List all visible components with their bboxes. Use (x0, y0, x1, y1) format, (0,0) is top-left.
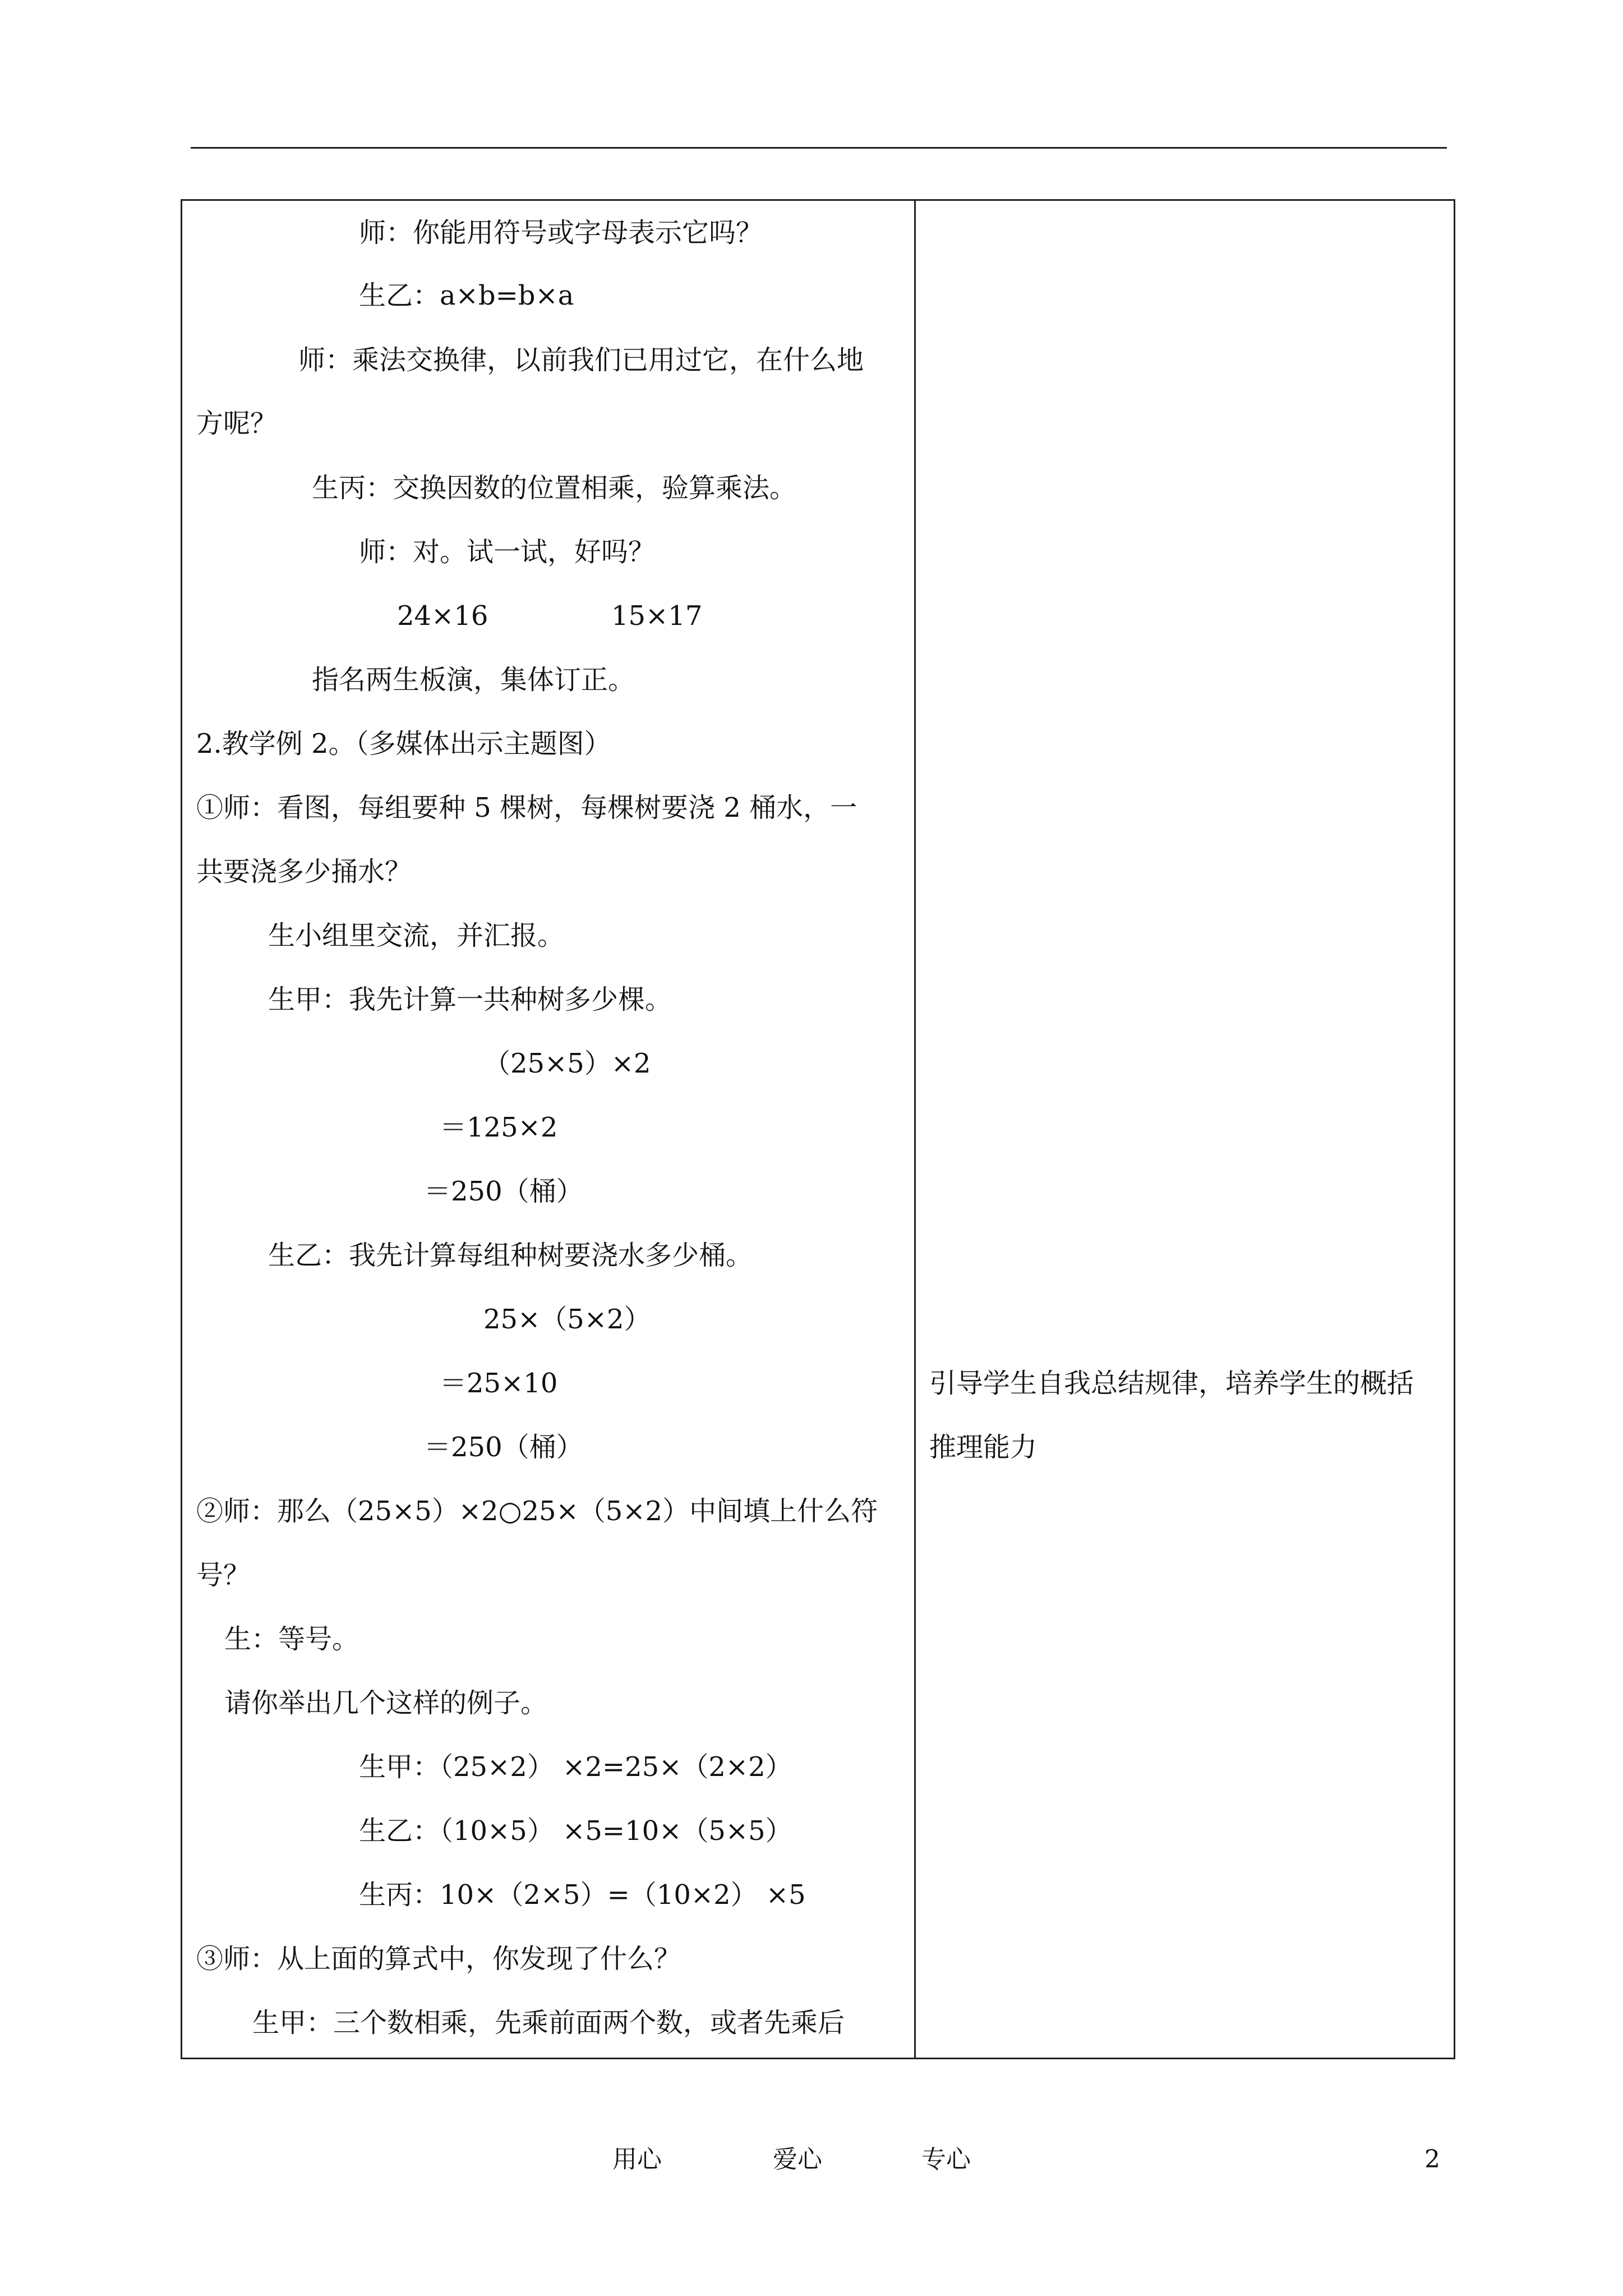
left-line-10: ①师：看图，每组要种 5 棵树，每棵树要浇 2 桶水，一 (196, 792, 857, 823)
header-rule (191, 147, 1447, 149)
left-line-19: ＝25×10 (440, 1368, 558, 1399)
right-note-1: 引导学生自我总结规律，培养学生的概括 (929, 1368, 1414, 1399)
left-line-29: 生甲：三个数相乘，先乘前面两个数，或者先乘后 (252, 2007, 845, 2039)
left-line-24: 请你举出几个这样的例子。 (224, 1687, 548, 1719)
left-line-26: 生乙：（10×5） ×5=10×（5×5） (359, 1815, 792, 1847)
column-divider (914, 201, 916, 2058)
footer-zhuanxin: 专心 (921, 2145, 971, 2174)
footer-yongxin: 用心 (612, 2145, 662, 2174)
left-line-18: 25×（5×2） (483, 1304, 651, 1335)
left-line-7a: 24×16 (397, 600, 488, 632)
left-line-28: ③师：从上面的算式中，你发现了什么？ (196, 1943, 681, 1975)
left-line-3: 师：乘法交换律，以前我们已用过它，在什么地 (298, 344, 864, 376)
left-line-7b: 15×17 (611, 600, 703, 632)
left-line-4: 方呢？ (196, 408, 278, 439)
left-line-2: 生乙：a×b=b×a (359, 280, 574, 311)
left-line-25: 生甲：（25×2） ×2=25×（2×2） (359, 1751, 792, 1783)
left-line-27: 生丙：10×（2×5）=（10×2） ×5 (359, 1879, 806, 1911)
left-line-16: ＝250（桶） (424, 1176, 583, 1207)
footer-aixin: 爱心 (773, 2145, 822, 2174)
left-line-12: 生小组里交流，并汇报。 (268, 920, 565, 951)
left-line-23: 生：等号。 (224, 1623, 359, 1655)
right-note-2: 推理能力 (929, 1432, 1038, 1463)
page-number: 2 (1424, 2145, 1440, 2174)
left-line-13: 生甲：我先计算一共种树多少棵。 (268, 984, 672, 1015)
left-line-21: ②师：那么（25×5）×2○25×（5×2）中间填上什么符 (196, 1496, 878, 1527)
left-line-6: 师：对。试一试，好吗？ (359, 536, 656, 568)
left-line-17: 生乙：我先计算每组种树要浇水多少桶。 (268, 1240, 753, 1271)
left-line-14: （25×5）×2 (483, 1048, 651, 1079)
left-line-15: ＝125×2 (440, 1112, 558, 1143)
left-line-1: 师：你能用符号或字母表示它吗？ (359, 217, 763, 249)
left-line-9: 2.教学例 2。（多媒体出示主题图） (196, 728, 611, 760)
left-line-5: 生丙：交换因数的位置相乘，验算乘法。 (312, 472, 797, 504)
left-line-11: 共要浇多少捅水？ (196, 856, 412, 887)
left-line-8: 指名两生板演，集体订正。 (312, 664, 635, 696)
left-line-22: 号？ (196, 1559, 251, 1591)
left-line-20: ＝250（桶） (424, 1432, 583, 1463)
